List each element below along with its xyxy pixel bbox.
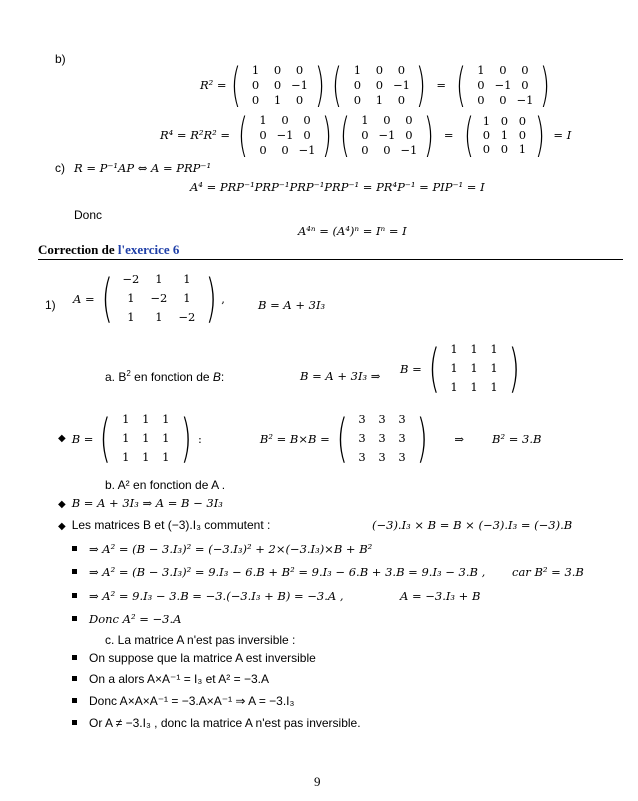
qb-s1-text: ⇒ A² = (B − 3.I₃)² = (−3.I₃)² + 2×(−3.I₃)×B + B² bbox=[89, 542, 373, 556]
diamond-bullet-icon: ◆ bbox=[58, 499, 66, 510]
matrix-cell: 0 bbox=[375, 62, 384, 77]
matrix-cell: 1 bbox=[183, 272, 191, 286]
qb-s1 bbox=[72, 542, 372, 556]
matrix-cell: 1 bbox=[450, 342, 458, 356]
page-number: 9 bbox=[314, 774, 321, 789]
matrix-cell: 1 bbox=[361, 112, 369, 127]
matrix-cell: −1 bbox=[276, 127, 294, 142]
matrix-cell: 1 bbox=[142, 412, 150, 426]
matrix-cell: 1 bbox=[375, 92, 384, 107]
matrix-cell: 1 bbox=[127, 310, 135, 324]
qc-l4 bbox=[72, 716, 361, 730]
matrix-cell: −1 bbox=[516, 92, 534, 107]
qa-title-b: B bbox=[212, 370, 221, 384]
qc-l3-text: Donc A×A×A⁻¹ = −3.A×A⁻¹ ⇒ A = −3.I₃ bbox=[89, 694, 295, 708]
implies: ⇒ bbox=[454, 431, 464, 446]
part-c-line3: A⁴ⁿ = (A⁴)ⁿ = Iⁿ = I bbox=[298, 224, 407, 238]
matrix-cell: 1 bbox=[251, 62, 260, 77]
equals: = bbox=[436, 78, 447, 92]
b-definition: B = A + 3I₃ bbox=[258, 298, 326, 312]
matrix-cell: 0 bbox=[303, 112, 311, 127]
part-c-line1: R = P⁻¹AP ⇔ A = PRP⁻¹ bbox=[74, 161, 212, 175]
matrix-cell: 1 bbox=[142, 450, 150, 464]
matrix-cell: 1 bbox=[450, 380, 458, 394]
matrix-cell: −1 bbox=[291, 77, 308, 92]
matrix-cell: 1 bbox=[142, 431, 150, 445]
diamond-bullet-icon: ◆ bbox=[58, 433, 66, 444]
matrix-cell: 0 bbox=[281, 112, 289, 127]
colon: : bbox=[198, 431, 202, 446]
matrix-cell: 0 bbox=[499, 92, 507, 107]
qb-s4-text: Donc A² = −3.A bbox=[89, 612, 182, 626]
r2-lhs: R² = bbox=[200, 78, 227, 92]
matrix-cell: −1 bbox=[378, 127, 396, 142]
equals: = bbox=[443, 128, 454, 142]
diamond-bullet-icon: ◆ bbox=[58, 521, 66, 532]
matrix-cell: 1 bbox=[470, 380, 478, 394]
qa-title: a. $B^2$ en fonction de B: bbox=[105, 369, 225, 384]
matrix-cell: 1 bbox=[518, 142, 527, 156]
qc-l4-text: Or A ≠ −3.I₃ , donc la matrice A n'est pas inversible. bbox=[89, 716, 361, 730]
matrix-cell: 0 bbox=[518, 128, 527, 142]
matrix-identity: ( 1 0 0 0 1 0 0 0 1 ) bbox=[463, 108, 546, 162]
qc-l3 bbox=[72, 694, 294, 708]
matrix-cell: 0 bbox=[397, 92, 406, 107]
matrix-cell: 0 bbox=[259, 127, 267, 142]
correction-prefix: Correction de bbox=[38, 242, 118, 257]
matrix-cell: 1 bbox=[162, 412, 170, 426]
matrix-cell: 0 bbox=[405, 127, 413, 142]
matrix-cell: 1 bbox=[477, 62, 485, 77]
qb-s2-text: ⇒ A² = (B − 3.I₃)² = 9.I₃ − 6.B + B² = 9.I₃ − 6.B + 3.B = 9.I₃ − 3.B , bbox=[89, 565, 486, 579]
matrix-cell: 1 bbox=[470, 342, 478, 356]
matrix-cell: 1 bbox=[162, 431, 170, 445]
matrix-cell: 3 bbox=[358, 450, 366, 464]
matrix-cell: 0 bbox=[295, 92, 304, 107]
part-c-label: c) bbox=[55, 161, 65, 175]
matrix-cell: 3 bbox=[378, 450, 386, 464]
matrix-cell: 1 bbox=[273, 92, 282, 107]
matrix-cell: 0 bbox=[477, 77, 485, 92]
matrix-cell: 1 bbox=[500, 128, 509, 142]
matrix-cell: 1 bbox=[490, 380, 498, 394]
matrix-cell: 1 bbox=[490, 361, 498, 375]
matrix-cell: −1 bbox=[494, 77, 512, 92]
matrix-cell: 0 bbox=[482, 128, 491, 142]
matrix-cell: 0 bbox=[383, 142, 391, 157]
matrix-r2-b: ( 1 0 0 0 −1 0 0 0 −1 ) bbox=[339, 108, 434, 162]
qb-line2-text: Les matrices B et (−3).I₃ commutent : bbox=[71, 518, 271, 532]
matrix-cell: 3 bbox=[398, 431, 406, 445]
matrix-r2-a: ( 1 0 0 0 −1 0 0 0 −1 ) bbox=[238, 108, 332, 162]
b-lhs-2: B = bbox=[71, 431, 94, 446]
matrix-cell: 1 bbox=[122, 450, 130, 464]
correction-heading bbox=[38, 242, 179, 258]
b2-lhs: B² = B×B = bbox=[259, 431, 330, 446]
square-bullet-icon bbox=[72, 593, 77, 598]
matrix-cell: 1 bbox=[127, 291, 135, 305]
heading-rule bbox=[38, 259, 623, 260]
qa-title-mid: en fonction de bbox=[130, 370, 213, 384]
r4-lhs: R⁴ = R²R² = bbox=[160, 128, 231, 142]
matrix-r2: ( 1 0 0 0 −1 0 0 0 −1 ) bbox=[456, 58, 550, 112]
b2-result: B² = 3.B bbox=[492, 431, 542, 446]
matrix-cell: 0 bbox=[383, 112, 391, 127]
matrix-cell: −1 bbox=[392, 77, 410, 92]
qc-title: c. La matrice A n'est pas inversible : bbox=[105, 633, 296, 647]
matrix-cell: 0 bbox=[477, 92, 485, 107]
matrix-cell: 1 bbox=[155, 272, 163, 286]
comma: , bbox=[221, 291, 225, 306]
matrix-cell: 1 bbox=[482, 114, 491, 128]
matrix-cell: 1 bbox=[470, 361, 478, 375]
matrix-cell: 1 bbox=[183, 291, 191, 305]
qa-title-colon: : bbox=[220, 370, 225, 384]
matrix-cell: 0 bbox=[259, 142, 267, 157]
qb-s2 bbox=[72, 565, 485, 579]
square-bullet-icon bbox=[72, 676, 77, 681]
qb-line1-text: B = A + 3I₃ ⇒ A = B − 3I₃ bbox=[71, 496, 223, 510]
matrix-cell: 0 bbox=[521, 62, 529, 77]
matrix-cell: 0 bbox=[521, 77, 529, 92]
a-lhs: A = bbox=[73, 291, 95, 306]
matrix-cell: 3 bbox=[358, 431, 366, 445]
matrix-cell: −2 bbox=[178, 310, 196, 324]
b-squared-line bbox=[58, 410, 541, 467]
matrix-cell: 0 bbox=[518, 114, 527, 128]
matrix-cell: 0 bbox=[251, 77, 260, 92]
square-bullet-icon bbox=[72, 546, 77, 551]
qc-l1 bbox=[72, 651, 316, 665]
matrix-cell: 3 bbox=[378, 412, 386, 426]
matrix-cell: 0 bbox=[353, 92, 362, 107]
b-lhs: B = bbox=[400, 361, 422, 376]
matrix-cell: 3 bbox=[398, 412, 406, 426]
qb-title: b. A² en fonction de A . bbox=[105, 478, 226, 492]
qb-line1 bbox=[58, 496, 223, 510]
matrix-r-2: ( 1 0 0 0 0 −1 0 1 0 ) bbox=[332, 58, 427, 112]
square-bullet-icon bbox=[72, 698, 77, 703]
matrix-cell: 0 bbox=[251, 92, 260, 107]
matrix-cell: 0 bbox=[295, 62, 304, 77]
matrix-b-2: ( 1 1 1 1 1 1 1 1 1 ) bbox=[100, 408, 192, 469]
matrix-cell: 0 bbox=[361, 142, 369, 157]
matrix-cell: 0 bbox=[397, 62, 406, 77]
matrix-cell: 0 bbox=[353, 77, 362, 92]
square-bullet-icon bbox=[72, 655, 77, 660]
matrix-cell: −2 bbox=[122, 272, 140, 286]
matrix-cell: 0 bbox=[273, 62, 282, 77]
matrix-cell: 1 bbox=[353, 62, 362, 77]
qc-l2-text: On a alors A×A⁻¹ = I₃ et A² = −3.A bbox=[89, 672, 269, 686]
matrix-b-def bbox=[400, 340, 524, 397]
matrix-cell: 1 bbox=[259, 112, 267, 127]
matrix-cell: 1 bbox=[122, 431, 130, 445]
matrix-cell: −1 bbox=[298, 142, 316, 157]
part-c-line2: A⁴ = PRP⁻¹PRP⁻¹PRP⁻¹PRP⁻¹ = PR⁴P⁻¹ = PIP⁻¹ = I bbox=[190, 180, 485, 194]
qb-s3-b: A = −3.I₃ + B bbox=[400, 589, 481, 603]
qb-line2 bbox=[58, 518, 270, 532]
matrix-cell: 0 bbox=[273, 77, 282, 92]
q1-label: 1) bbox=[45, 298, 56, 312]
matrix-cell: 0 bbox=[303, 127, 311, 142]
matrix-cell: 1 bbox=[122, 412, 130, 426]
square-bullet-icon bbox=[72, 720, 77, 725]
qb-s2-car: car B² = 3.B bbox=[512, 565, 584, 579]
exercise-link[interactable]: l'exercice 6 bbox=[117, 242, 180, 257]
matrix-cell: −1 bbox=[400, 142, 418, 157]
donc-label: Donc bbox=[74, 208, 103, 222]
equals-identity: = I bbox=[553, 128, 572, 142]
matrix-b2: ( 3 3 3 3 3 3 3 3 3 ) bbox=[336, 408, 428, 469]
square-bullet-icon bbox=[72, 569, 77, 574]
qb-line2-eq: (−3).I₃ × B = B × (−3).I₃ = (−3).B bbox=[372, 518, 573, 532]
qb-s3-text: ⇒ A² = 9.I₃ − 3.B = −3.(−3.I₃ + B) = −3.A , bbox=[89, 589, 344, 603]
matrix-cell: 3 bbox=[398, 450, 406, 464]
matrix-b: ( 1 1 1 1 1 1 1 1 1 ) bbox=[428, 338, 520, 399]
matrix-r: ( 1 0 0 0 0 −1 0 1 0 ) bbox=[230, 58, 325, 112]
qc-l2 bbox=[72, 672, 269, 686]
r4-equation bbox=[160, 108, 572, 162]
matrix-cell: 3 bbox=[378, 431, 386, 445]
matrix-cell: −2 bbox=[150, 291, 168, 305]
matrix-a-def bbox=[73, 270, 225, 327]
matrix-cell: 1 bbox=[155, 310, 163, 324]
matrix-cell: 1 bbox=[450, 361, 458, 375]
matrix-cell: 0 bbox=[499, 62, 507, 77]
qb-s4 bbox=[72, 612, 181, 626]
matrix-cell: 0 bbox=[375, 77, 384, 92]
r2-equation bbox=[200, 58, 554, 112]
matrix-a: ( −2 1 1 1 −2 1 1 1 −2 ) bbox=[101, 268, 217, 329]
matrix-cell: 0 bbox=[482, 142, 491, 156]
matrix-cell: 1 bbox=[490, 342, 498, 356]
part-b-label: b) bbox=[55, 52, 66, 66]
matrix-cell: 3 bbox=[358, 412, 366, 426]
matrix-cell: 0 bbox=[500, 114, 509, 128]
matrix-cell: 1 bbox=[162, 450, 170, 464]
qb-s3 bbox=[72, 589, 344, 603]
matrix-cell: 0 bbox=[405, 112, 413, 127]
matrix-cell: 0 bbox=[361, 127, 369, 142]
matrix-cell: 0 bbox=[281, 142, 289, 157]
qc-l1-text: On suppose que la matrice A est inversible bbox=[89, 651, 316, 665]
qa-title-prefix: a. B bbox=[105, 370, 127, 384]
qa-relation: B = A + 3I₃ ⇒ bbox=[300, 369, 381, 383]
square-bullet-icon bbox=[72, 616, 77, 621]
matrix-cell: 0 bbox=[500, 142, 509, 156]
